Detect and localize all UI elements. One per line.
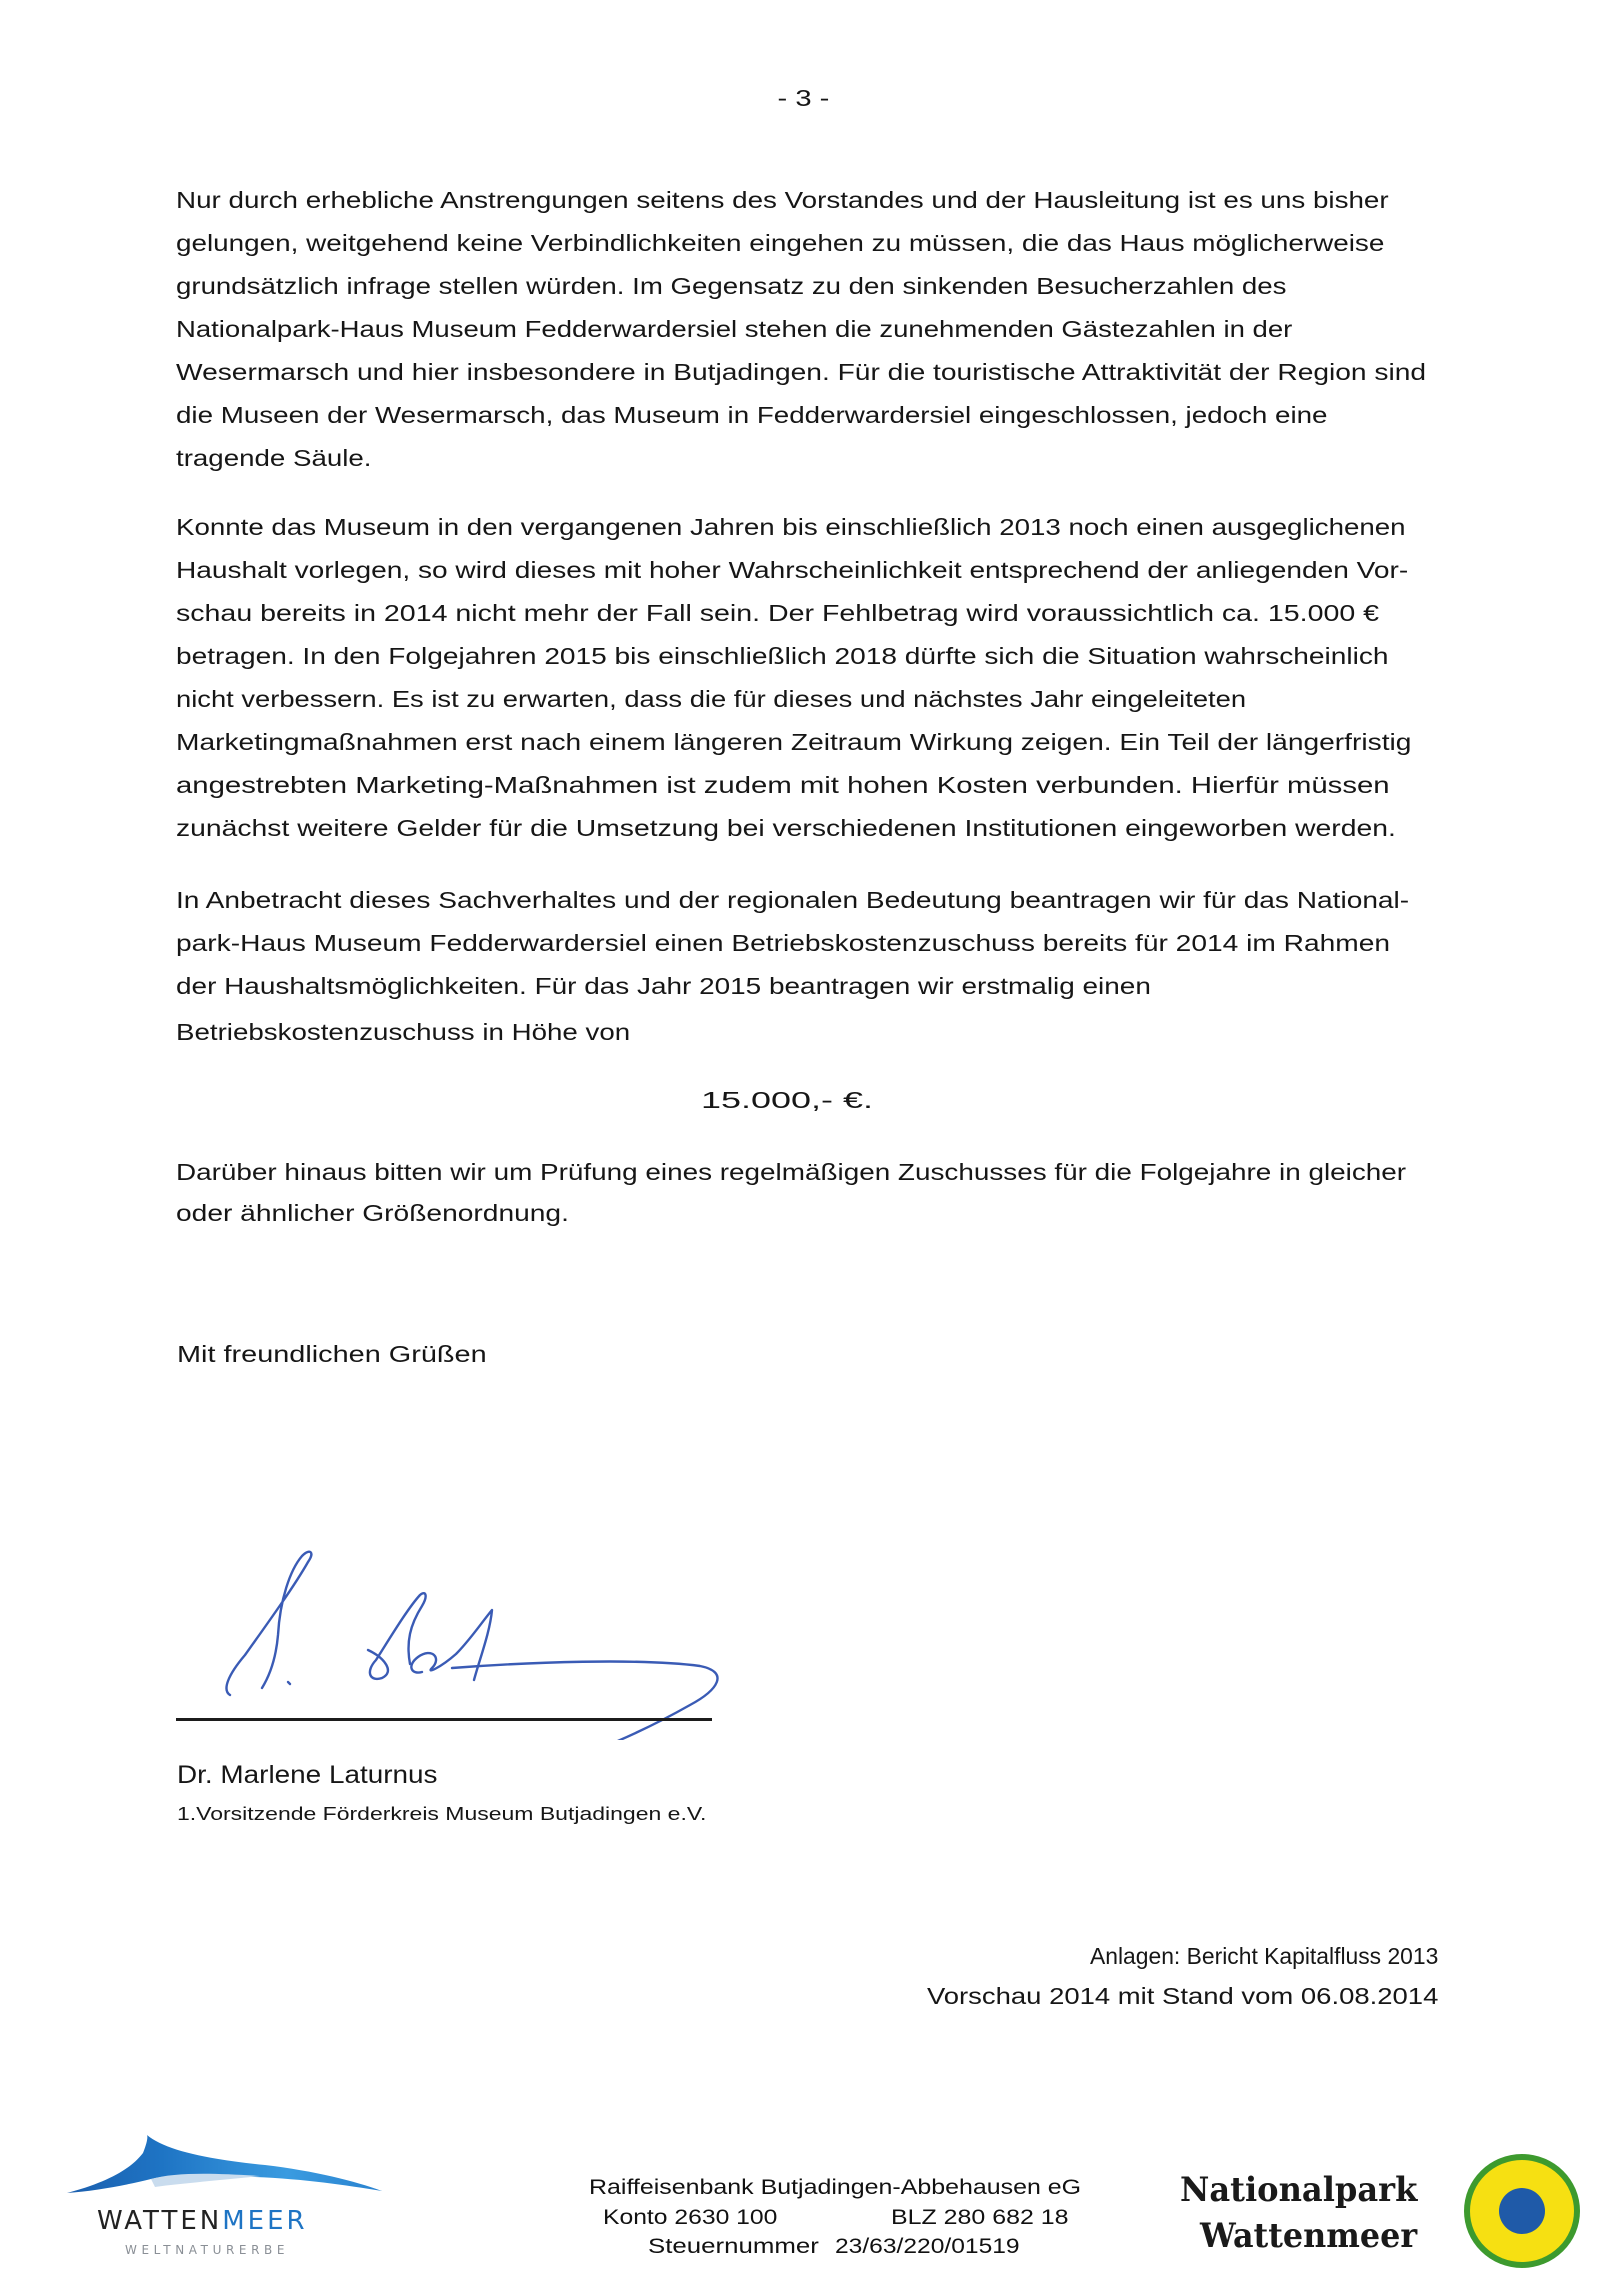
bank-code: BLZ 280 682 18 <box>891 2206 1069 2229</box>
paragraph-line: die Museen der Wesermarsch, das Museum in Fedderwardersiel eingeschlossen, jedoch eine <box>176 402 1328 428</box>
closing-salutation: Mit freundlichen Grüßen <box>177 1341 487 1367</box>
wattenmeer-wordmark <box>97 2206 308 2236</box>
signature-dot <box>288 1682 290 1684</box>
paragraph-line: zunächst weitere Gelder für die Umsetzung bei verschiedenen Institutionen eingeworben werden. <box>176 815 1396 841</box>
paragraph-line: Konnte das Museum in den vergangenen Jahren bis einschließlich 2013 noch einen ausgeglichenen <box>176 514 1406 540</box>
paragraph-line: der Haushaltsmöglichkeiten. Für das Jahr 2015 beantragen wir erstmalig einen <box>176 973 1151 999</box>
paragraph-line: betragen. In den Folgejahren 2015 bis einschließlich 2018 dürfte sich die Situation wahrscheinlich <box>176 643 1389 669</box>
tax-number: 23/63/220/01519 <box>835 2235 1020 2258</box>
attachments-line-2: Vorschau 2014 mit Stand vom 06.08.2014 <box>926 1983 1439 2009</box>
paragraph-line: angestrebten Marketing-Maßnahmen ist zudem mit hohen Kosten verbunden. Hierfür müssen <box>176 772 1390 798</box>
tax-number-label: Steuernummer <box>648 2235 819 2258</box>
paragraph-line: tragende Säule. <box>176 445 372 471</box>
signature-line <box>176 1718 712 1721</box>
weltnaturerbe-label: WELTNATURERBE <box>125 2243 290 2257</box>
handwritten-signature <box>170 1540 730 1740</box>
paragraph-line: schau bereits in 2014 nicht mehr der Fall sein. Der Fehlbetrag wird voraussichtlich ca. 15.000 € <box>176 600 1380 626</box>
paragraph-line: Marketingmaßnahmen erst nach einem längeren Zeitraum Wirkung zeigen. Ein Teil der längerfristig <box>176 729 1412 755</box>
nationalpark-label: Nationalpark <box>1180 2170 1418 2210</box>
signature-stroke-j <box>226 1552 311 1695</box>
requested-amount: 15.000,- €. <box>701 1087 873 1113</box>
page-number: - 3 - <box>777 85 829 111</box>
bank-account-number: Konto 2630 100 <box>603 2206 778 2229</box>
signer-role: 1.Vorsitzende Förderkreis Museum Butjadingen e.V. <box>177 1804 707 1824</box>
signer-name: Dr. Marlene Laturnus <box>177 1761 438 1789</box>
paragraph-line: Betriebskostenzuschuss in Höhe von <box>176 1019 631 1045</box>
wattenmeer-word-2: MEER <box>222 2206 308 2236</box>
paragraph-line: nicht verbessern. Es ist zu erwarten, dass die für dieses und nächstes Jahr eingeleiteten <box>176 686 1247 712</box>
emblem-center <box>1499 2188 1545 2234</box>
signature-stroke-a <box>411 1610 492 1680</box>
attachments-line-1: Anlagen: Bericht Kapitalfluss 2013 <box>1089 1943 1439 1969</box>
bank-name: Raiffeisenbank Butjadingen-Abbehausen eG <box>589 2176 1082 2199</box>
nationalpark-emblem-icon <box>1460 2150 1584 2272</box>
wave-icon <box>55 2125 395 2205</box>
paragraph-line: grundsätzlich infrage stellen würden. Im Gegensatz zu den sinkenden Besucherzahlen des <box>176 273 1287 299</box>
paragraph-line: Nur durch erhebliche Anstrengungen seitens des Vorstandes und der Hausleitung ist es uns bisher <box>176 187 1389 213</box>
paragraph-line: gelungen, weitgehend keine Verbindlichkeiten eingehen zu müssen, die das Haus möglicherweise <box>176 230 1385 256</box>
paragraph-line: oder ähnlicher Größenordnung. <box>176 1200 569 1226</box>
paragraph-line: park-Haus Museum Fedderwardersiel einen Betriebskostenzuschuss bereits für 2014 im Rahmen <box>176 930 1391 956</box>
signature-swoosh <box>452 1662 718 1740</box>
paragraph-line: Wesermarsch und hier insbesondere in Butjadingen. Für die touristische Attraktivität der Region sind <box>176 359 1427 385</box>
paragraph-line: Darüber hinaus bitten wir um Prüfung eines regelmäßigen Zuschusses für die Folgejahre in gleicher <box>176 1159 1407 1185</box>
paragraph-line: Nationalpark-Haus Museum Fedderwardersiel stehen die zunehmenden Gästezahlen in der <box>176 316 1293 342</box>
paragraph-line: Haushalt vorlegen, so wird dieses mit hoher Wahrscheinlichkeit entsprechend der anliegenden Vor- <box>176 557 1409 583</box>
paragraph-line: In Anbetracht dieses Sachverhaltes und der regionalen Bedeutung beantragen wir für das National- <box>176 887 1410 913</box>
wattenmeer-word-1: WATTEN <box>97 2206 223 2236</box>
signature-stroke-l <box>368 1593 426 1679</box>
wattenmeer-label: Wattenmeer <box>1200 2216 1418 2256</box>
